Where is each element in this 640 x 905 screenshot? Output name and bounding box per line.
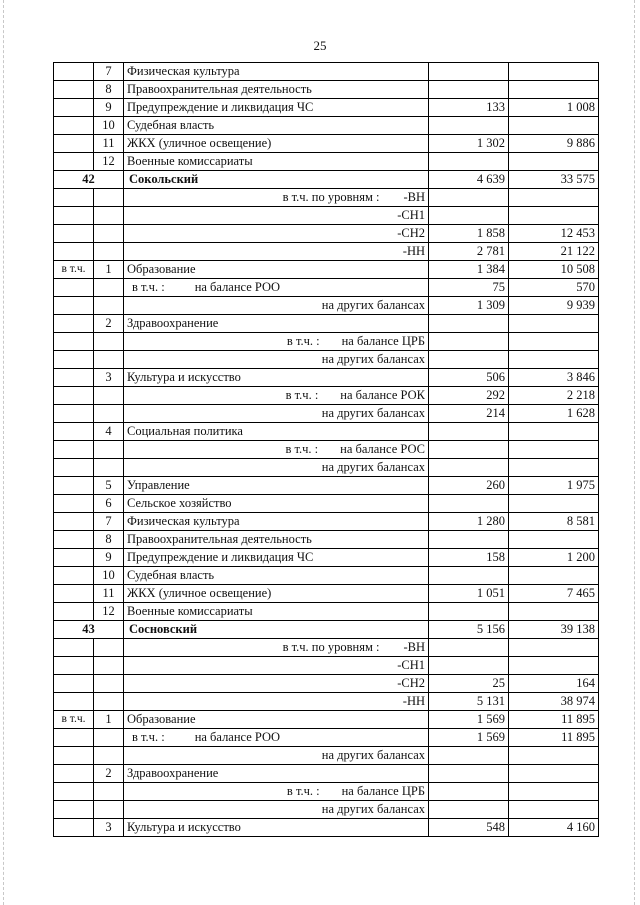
row-name-cell: Культура и искусство	[124, 369, 429, 387]
subtotal-item: на балансе РОО	[194, 280, 281, 294]
row-name-cell	[124, 729, 429, 747]
value-col2-cell: 164	[509, 675, 599, 693]
row-prefix-cell	[54, 297, 94, 315]
row-name-cell: -СН2	[124, 675, 429, 693]
row-name-cell: Правоохранительная деятельность	[124, 81, 429, 99]
row-prefix-cell	[54, 513, 94, 531]
table-row	[54, 765, 599, 783]
value-col2-cell: 7 465	[509, 585, 599, 603]
table-row	[54, 549, 599, 567]
row-code-cell: 8	[94, 81, 124, 99]
row-name-cell	[124, 189, 429, 207]
table-row	[54, 279, 599, 297]
table-row	[54, 657, 599, 675]
value-col2-cell	[509, 351, 599, 369]
row-code-cell	[94, 657, 124, 675]
value-col2-cell	[509, 189, 599, 207]
table-row	[54, 531, 599, 549]
value-col2-cell	[509, 765, 599, 783]
row-name-cell	[124, 387, 429, 405]
row-name-cell: Судебная власть	[124, 567, 429, 585]
row-name-cell	[124, 441, 429, 459]
row-prefix-cell	[54, 657, 94, 675]
table-row	[54, 405, 599, 423]
budget-table-container	[53, 62, 599, 837]
value-col1-cell: 5 156	[429, 621, 509, 639]
value-col2-cell: 21 122	[509, 243, 599, 261]
row-code-cell	[94, 441, 124, 459]
row-name-cell: Правоохранительная деятельность	[124, 531, 429, 549]
value-col2-cell: 9 886	[509, 135, 599, 153]
value-col1-cell	[429, 423, 509, 441]
value-col1-cell: 1 384	[429, 261, 509, 279]
row-code-cell: 10	[94, 117, 124, 135]
value-col1-cell	[429, 81, 509, 99]
subtotal-item: -ВН	[403, 640, 425, 654]
row-name-cell: Физическая культура	[124, 513, 429, 531]
district-code-cell: 43	[54, 621, 124, 639]
value-col2-cell	[509, 783, 599, 801]
row-code-cell: 11	[94, 585, 124, 603]
row-name-cell: Социальная политика	[124, 423, 429, 441]
value-col2-cell: 1 628	[509, 405, 599, 423]
value-col1-cell	[429, 207, 509, 225]
row-code-cell: 12	[94, 153, 124, 171]
row-prefix-cell	[54, 783, 94, 801]
value-col2-cell: 38 974	[509, 693, 599, 711]
row-name-cell: Сельское хозяйство	[124, 495, 429, 513]
row-prefix-cell	[54, 495, 94, 513]
row-name-cell: -СН1	[124, 657, 429, 675]
scan-edge-left	[3, 0, 5, 905]
value-col2-cell	[509, 531, 599, 549]
row-name-cell: Военные комиссариаты	[124, 153, 429, 171]
district-name-cell: Сокольский	[124, 171, 429, 189]
table-row	[54, 711, 599, 729]
table-row	[54, 117, 599, 135]
row-name-cell: на других балансах	[124, 351, 429, 369]
row-code-cell	[94, 459, 124, 477]
value-col2-cell: 10 508	[509, 261, 599, 279]
row-code-cell	[94, 693, 124, 711]
subtotal-label: в т.ч. :	[286, 334, 320, 348]
value-col2-cell: 3 846	[509, 369, 599, 387]
value-col2-cell	[509, 81, 599, 99]
value-col1-cell: 260	[429, 477, 509, 495]
district-name-cell: Сосновский	[124, 621, 429, 639]
value-col1-cell	[429, 639, 509, 657]
value-col1-cell	[429, 747, 509, 765]
row-prefix-cell	[54, 63, 94, 81]
row-prefix-cell	[54, 693, 94, 711]
row-prefix-cell	[54, 675, 94, 693]
row-name-cell: Образование	[124, 261, 429, 279]
value-col2-cell: 2 218	[509, 387, 599, 405]
row-prefix-cell	[54, 135, 94, 153]
value-col1-cell	[429, 117, 509, 135]
table-row	[54, 675, 599, 693]
row-code-cell: 8	[94, 531, 124, 549]
row-prefix-cell	[54, 603, 94, 621]
row-prefix-cell	[54, 819, 94, 837]
value-col1-cell	[429, 765, 509, 783]
value-col1-cell: 1 280	[429, 513, 509, 531]
value-col1-cell: 1 569	[429, 729, 509, 747]
row-name-cell: -НН	[124, 693, 429, 711]
row-code-cell	[94, 801, 124, 819]
value-col2-cell	[509, 153, 599, 171]
value-col2-cell: 11 895	[509, 711, 599, 729]
budget-table	[53, 62, 599, 837]
row-code-cell	[94, 297, 124, 315]
row-prefix-cell	[54, 747, 94, 765]
table-row	[54, 207, 599, 225]
row-name-cell: на других балансах	[124, 747, 429, 765]
row-prefix-cell	[54, 801, 94, 819]
row-code-cell	[94, 225, 124, 243]
table-row	[54, 135, 599, 153]
value-col1-cell: 158	[429, 549, 509, 567]
row-prefix-cell	[54, 333, 94, 351]
value-col1-cell: 1 302	[429, 135, 509, 153]
subtotal-label: в т.ч. по уровням :	[282, 190, 380, 204]
value-col1-cell	[429, 441, 509, 459]
subtotal-label: в т.ч. :	[285, 388, 319, 402]
row-prefix-cell	[54, 81, 94, 99]
row-code-cell: 2	[94, 765, 124, 783]
row-code-cell: 7	[94, 513, 124, 531]
value-col1-cell: 25	[429, 675, 509, 693]
value-col2-cell: 12 453	[509, 225, 599, 243]
row-code-cell: 6	[94, 495, 124, 513]
value-col2-cell: 1 200	[509, 549, 599, 567]
value-col1-cell: 1 309	[429, 297, 509, 315]
row-name-cell: -СН1	[124, 207, 429, 225]
value-col2-cell: 1 975	[509, 477, 599, 495]
table-row	[54, 63, 599, 81]
row-name-cell: Культура и искусство	[124, 819, 429, 837]
row-name-cell: -НН	[124, 243, 429, 261]
table-row	[54, 333, 599, 351]
table-row	[54, 495, 599, 513]
row-code-cell: 1	[94, 261, 124, 279]
subtotal-label: в т.ч. :	[286, 784, 320, 798]
table-row	[54, 351, 599, 369]
value-col2-cell: 1 008	[509, 99, 599, 117]
row-prefix-cell	[54, 315, 94, 333]
table-row	[54, 747, 599, 765]
value-col2-cell	[509, 459, 599, 477]
row-name-cell	[124, 279, 429, 297]
subtotal-label: в т.ч. по уровням :	[282, 640, 380, 654]
table-row	[54, 315, 599, 333]
row-code-cell	[94, 729, 124, 747]
value-col1-cell	[429, 801, 509, 819]
page-number: 25	[313, 38, 327, 53]
row-prefix-cell	[54, 405, 94, 423]
value-col2-cell	[509, 747, 599, 765]
row-prefix-cell	[54, 207, 94, 225]
row-name-cell: на других балансах	[124, 297, 429, 315]
row-code-cell: 1	[94, 711, 124, 729]
value-col1-cell	[429, 657, 509, 675]
row-prefix-cell	[54, 549, 94, 567]
table-row	[54, 387, 599, 405]
row-name-cell: на других балансах	[124, 801, 429, 819]
row-prefix-cell	[54, 153, 94, 171]
value-col2-cell: 8 581	[509, 513, 599, 531]
row-name-cell: Здравоохранение	[124, 765, 429, 783]
value-col1-cell	[429, 351, 509, 369]
value-col2-cell: 9 939	[509, 297, 599, 315]
table-row	[54, 243, 599, 261]
row-name-cell: Управление	[124, 477, 429, 495]
row-name-cell: ЖКХ (уличное освещение)	[124, 135, 429, 153]
table-row	[54, 603, 599, 621]
value-col1-cell	[429, 495, 509, 513]
value-col2-cell	[509, 333, 599, 351]
row-prefix-cell	[54, 387, 94, 405]
row-code-cell: 3	[94, 819, 124, 837]
row-name-cell: на других балансах	[124, 405, 429, 423]
row-prefix-cell	[54, 459, 94, 477]
value-col1-cell	[429, 783, 509, 801]
value-col1-cell	[429, 333, 509, 351]
row-code-cell: 3	[94, 369, 124, 387]
value-col2-cell	[509, 423, 599, 441]
row-code-cell: 12	[94, 603, 124, 621]
row-prefix-cell	[54, 225, 94, 243]
row-code-cell	[94, 675, 124, 693]
row-code-cell	[94, 639, 124, 657]
value-col2-cell: 4 160	[509, 819, 599, 837]
value-col1-cell: 292	[429, 387, 509, 405]
table-row	[54, 477, 599, 495]
value-col2-cell	[509, 207, 599, 225]
value-col1-cell	[429, 567, 509, 585]
row-prefix-cell	[54, 243, 94, 261]
value-col2-cell	[509, 657, 599, 675]
table-row	[54, 441, 599, 459]
row-code-cell: 10	[94, 567, 124, 585]
row-prefix-cell	[54, 441, 94, 459]
value-col1-cell	[429, 531, 509, 549]
value-col2-cell	[509, 639, 599, 657]
value-col2-cell: 39 138	[509, 621, 599, 639]
row-code-cell	[94, 207, 124, 225]
value-col1-cell	[429, 189, 509, 207]
value-col1-cell	[429, 315, 509, 333]
value-col1-cell: 133	[429, 99, 509, 117]
row-name-cell	[124, 639, 429, 657]
value-col2-cell: 11 895	[509, 729, 599, 747]
subtotal-label: в т.ч. :	[285, 442, 319, 456]
row-prefix-cell	[54, 531, 94, 549]
table-row	[54, 819, 599, 837]
row-name-cell: -СН2	[124, 225, 429, 243]
value-col1-cell: 1 858	[429, 225, 509, 243]
subtotal-item: на балансе РОК	[340, 388, 425, 402]
district-code-cell: 42	[54, 171, 124, 189]
table-row	[54, 171, 599, 189]
row-prefix-cell	[54, 585, 94, 603]
row-code-cell	[94, 351, 124, 369]
row-name-cell: Военные комиссариаты	[124, 603, 429, 621]
row-name-cell: Здравоохранение	[124, 315, 429, 333]
subtotal-label: в т.ч. :	[132, 280, 165, 294]
row-prefix-cell	[54, 729, 94, 747]
value-col1-cell: 548	[429, 819, 509, 837]
table-row	[54, 297, 599, 315]
row-code-cell	[94, 279, 124, 297]
table-row	[54, 369, 599, 387]
table-row	[54, 783, 599, 801]
row-name-cell	[124, 333, 429, 351]
value-col2-cell	[509, 567, 599, 585]
row-prefix-cell	[54, 639, 94, 657]
row-code-cell	[94, 243, 124, 261]
table-row	[54, 81, 599, 99]
table-row	[54, 99, 599, 117]
table-row	[54, 801, 599, 819]
value-col1-cell: 1 051	[429, 585, 509, 603]
row-prefix-cell	[54, 423, 94, 441]
row-code-cell	[94, 747, 124, 765]
row-prefix-cell	[54, 117, 94, 135]
value-col1-cell: 75	[429, 279, 509, 297]
subtotal-item: на балансе ЦРБ	[341, 334, 425, 348]
row-code-cell: 4	[94, 423, 124, 441]
budget-table-body	[54, 63, 599, 837]
value-col1-cell: 2 781	[429, 243, 509, 261]
value-col2-cell	[509, 315, 599, 333]
subtotal-item: на балансе РОС	[340, 442, 425, 456]
value-col2-cell	[509, 603, 599, 621]
row-prefix-cell	[54, 99, 94, 117]
row-code-cell: 2	[94, 315, 124, 333]
row-code-cell: 7	[94, 63, 124, 81]
table-row	[54, 567, 599, 585]
scan-edge-right	[634, 0, 636, 905]
row-prefix-cell	[54, 765, 94, 783]
table-row	[54, 639, 599, 657]
table-row	[54, 729, 599, 747]
table-row	[54, 459, 599, 477]
value-col1-cell	[429, 63, 509, 81]
subtotal-item: -ВН	[403, 190, 425, 204]
value-col1-cell: 214	[429, 405, 509, 423]
value-col1-cell: 5 131	[429, 693, 509, 711]
row-name-cell: Физическая культура	[124, 63, 429, 81]
subtotal-item: на балансе ЦРБ	[341, 784, 425, 798]
table-row	[54, 513, 599, 531]
value-col1-cell: 506	[429, 369, 509, 387]
value-col2-cell	[509, 495, 599, 513]
row-name-cell: Судебная власть	[124, 117, 429, 135]
value-col1-cell	[429, 603, 509, 621]
row-prefix-cell: в т.ч.	[54, 261, 94, 279]
subtotal-label: в т.ч. :	[132, 730, 165, 744]
table-row	[54, 621, 599, 639]
row-prefix-cell	[54, 189, 94, 207]
table-row	[54, 189, 599, 207]
value-col1-cell: 4 639	[429, 171, 509, 189]
value-col1-cell	[429, 153, 509, 171]
row-name-cell: на других балансах	[124, 459, 429, 477]
row-name-cell: Образование	[124, 711, 429, 729]
row-name-cell: ЖКХ (уличное освещение)	[124, 585, 429, 603]
row-code-cell: 9	[94, 99, 124, 117]
value-col2-cell	[509, 117, 599, 135]
value-col2-cell: 33 575	[509, 171, 599, 189]
row-code-cell	[94, 387, 124, 405]
row-name-cell: Предупреждение и ликвидация ЧС	[124, 99, 429, 117]
value-col2-cell	[509, 801, 599, 819]
row-code-cell	[94, 189, 124, 207]
value-col1-cell	[429, 459, 509, 477]
value-col2-cell	[509, 441, 599, 459]
row-code-cell: 11	[94, 135, 124, 153]
table-row	[54, 261, 599, 279]
value-col2-cell	[509, 63, 599, 81]
value-col2-cell: 570	[509, 279, 599, 297]
row-name-cell: Предупреждение и ликвидация ЧС	[124, 549, 429, 567]
row-prefix-cell	[54, 279, 94, 297]
subtotal-item: на балансе РОО	[194, 730, 281, 744]
row-prefix-cell	[54, 477, 94, 495]
row-code-cell: 9	[94, 549, 124, 567]
table-row	[54, 423, 599, 441]
row-code-cell	[94, 783, 124, 801]
row-name-cell	[124, 783, 429, 801]
row-code-cell	[94, 333, 124, 351]
row-code-cell: 5	[94, 477, 124, 495]
row-prefix-cell: в т.ч.	[54, 711, 94, 729]
value-col1-cell: 1 569	[429, 711, 509, 729]
row-prefix-cell	[54, 351, 94, 369]
table-row	[54, 225, 599, 243]
table-row	[54, 153, 599, 171]
row-code-cell	[94, 405, 124, 423]
table-row	[54, 693, 599, 711]
row-prefix-cell	[54, 369, 94, 387]
table-row	[54, 585, 599, 603]
row-prefix-cell	[54, 567, 94, 585]
